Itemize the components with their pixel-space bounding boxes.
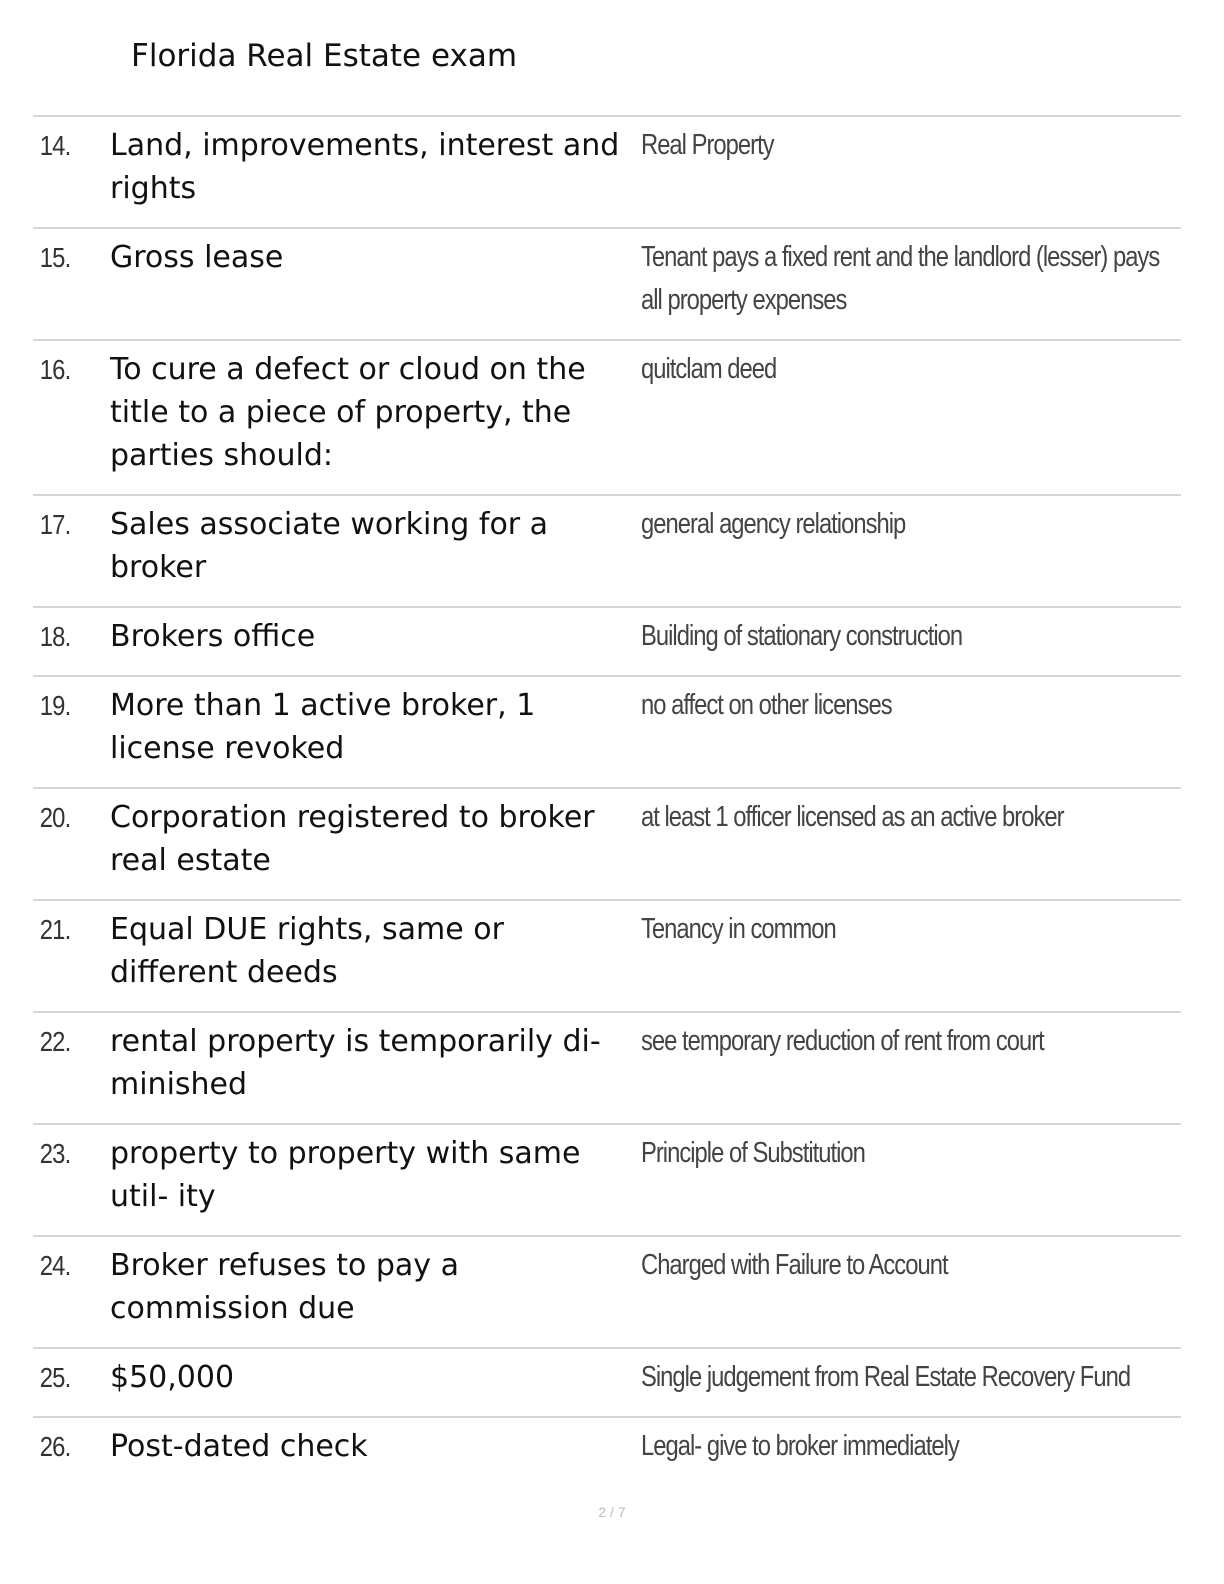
list-item [33,1237,1181,1349]
card-definition-text: Charged with Failure to Account [641,1249,948,1281]
card-term: Land, improvements, interest and rights [110,128,620,206]
list-item [33,1125,1181,1237]
card-definition-text: at least 1 officer licensed as an active broker [641,801,1064,833]
card-term: Broker refuses to pay a commission due [110,1248,459,1326]
list-item [33,1418,1181,1485]
card-definition [641,236,1181,322]
list-item [33,677,1181,789]
card-definition [641,1425,1181,1468]
card-number: 15. [39,242,71,273]
list-item [33,117,1181,229]
list-item [33,901,1181,1013]
card-definition [641,503,1181,546]
list-item [33,789,1181,901]
card-definition [641,348,1181,391]
list-item [33,496,1181,608]
card-number: 21. [39,914,71,945]
card-number: 17. [39,509,71,540]
card-term: property to property with same util- ity [110,1136,581,1214]
card-number: 26. [39,1431,71,1462]
list-item [33,229,1181,341]
card-number: 22. [39,1026,71,1057]
card-definition-text: Real Property [641,129,774,161]
card-definition-text: see temporary reduction of rent from court [641,1025,1044,1057]
card-definition-text: Building of stationary construction [641,620,963,652]
card-definition-text: Tenancy in common [641,913,836,945]
card-number: 16. [39,354,71,385]
card-term: To cure a defect or cloud on the title to a piece of property, the parties should: [110,352,586,473]
card-term: More than 1 active broker, 1 license revoked [110,688,536,766]
card-term: rental property is temporarily di- minished [110,1024,601,1102]
card-term: Sales associate working for a broker [110,507,549,585]
card-term: $50,000 [110,1360,235,1395]
card-definition-text: Legal- give to broker immediately [641,1430,959,1462]
card-number: 19. [39,690,71,721]
card-definition [641,1244,1181,1287]
card-definition [641,124,1181,167]
card-definition-text: Tenant pays a fixed rent and the landlord (lesser) pays all property expenses [641,241,1160,316]
card-definition-text: Principle of Substitution [641,1137,865,1169]
card-definition [641,684,1181,727]
card-definition-text: quitclam deed [641,353,777,385]
card-term: Brokers office [110,619,316,654]
list-item [33,1349,1181,1418]
page-number: 2 / 7 [598,1504,626,1520]
card-definition [641,908,1181,951]
list-item [33,341,1181,496]
card-definition [641,1356,1181,1399]
list-item [33,608,1181,677]
card-definition [641,615,1181,658]
card-definition-text: no affect on other licenses [641,689,892,721]
page-title: Florida Real Estate exam [131,38,518,74]
card-number: 23. [39,1138,71,1169]
card-definition-text: Single judgement from Real Estate Recovery Fund [641,1361,1131,1393]
card-number: 14. [39,130,71,161]
card-term: Gross lease [110,240,284,275]
flashcard-list [33,115,1181,1485]
card-term: Equal DUE rights, same or different deeds [110,912,504,990]
list-item [33,1013,1181,1125]
card-number: 20. [39,802,71,833]
card-number: 18. [39,621,71,652]
card-term: Corporation registered to broker real estate [110,800,595,878]
card-number: 24. [39,1250,71,1281]
card-definition [641,1020,1181,1063]
card-definition-text: general agency relationship [641,508,906,540]
card-definition [641,796,1181,839]
card-term: Post-dated check [110,1429,368,1464]
card-number: 25. [39,1362,71,1393]
card-definition [641,1132,1181,1175]
